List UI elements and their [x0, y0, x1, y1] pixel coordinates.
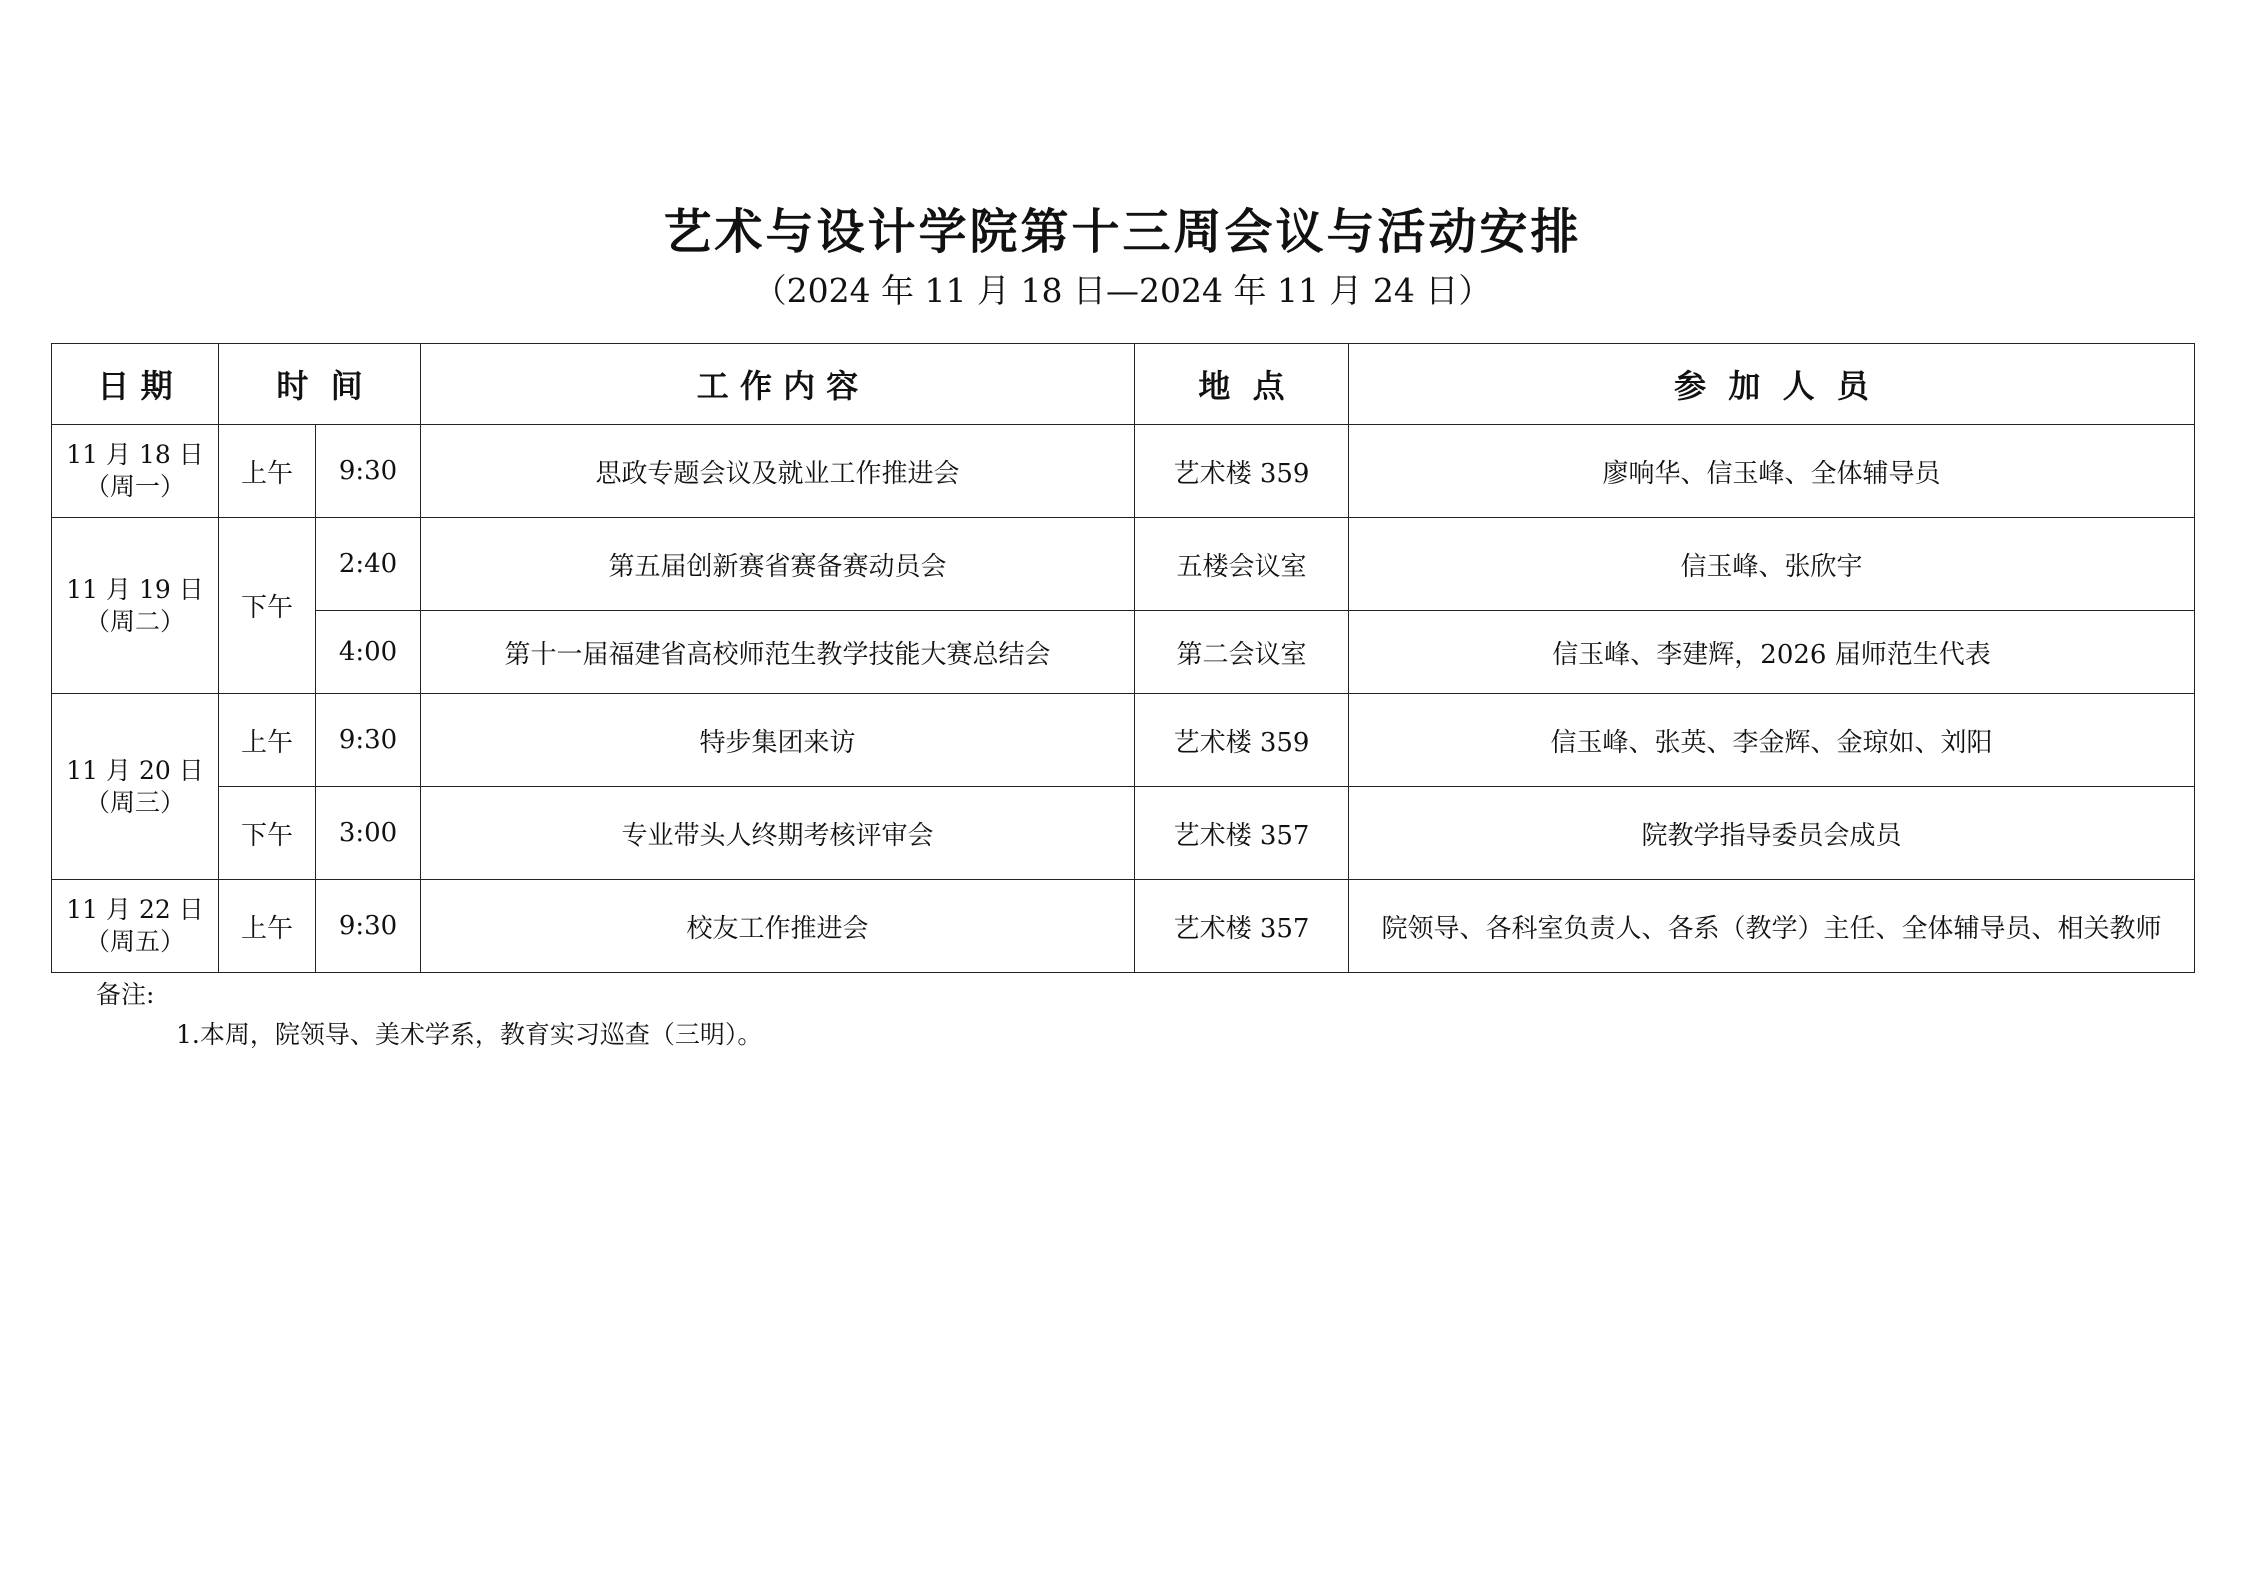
- date-cell: [52, 694, 219, 880]
- header-content: 工 作 内 容: [421, 344, 1135, 425]
- location-cell: 五楼会议室: [1135, 518, 1349, 611]
- period-cell: 上午: [219, 694, 316, 787]
- period-cell: 下午: [219, 518, 316, 694]
- content-cell: 第十一届福建省高校师范生教学技能大赛总结会: [421, 611, 1135, 694]
- location-cell: 第二会议室: [1135, 611, 1349, 694]
- participants-cell: 院教学指导委员会成员: [1349, 787, 2195, 880]
- weekday-text: （周三）: [84, 787, 185, 817]
- table-row: [52, 694, 2195, 787]
- time-cell: 4:00: [316, 611, 421, 694]
- weekday-text: （周二）: [84, 606, 185, 636]
- notes-label: 备注:: [96, 980, 155, 1009]
- header-participants: 参 加 人 员: [1349, 344, 2195, 425]
- date-cell: [52, 425, 219, 518]
- header-time: 时 间: [219, 344, 421, 425]
- date-text: 11 月 18 日: [66, 440, 204, 469]
- date-text: 11 月 22 日: [66, 895, 204, 924]
- content-cell: 专业带头人终期考核评审会: [421, 787, 1135, 880]
- content-cell: 校友工作推进会: [421, 880, 1135, 973]
- time-cell: 9:30: [316, 880, 421, 973]
- date-text: 11 月 19 日: [66, 574, 204, 604]
- participants-cell: 信玉峰、张英、李金辉、金琼如、刘阳: [1349, 694, 2195, 787]
- table-header-row: [52, 344, 2195, 425]
- notes-section: [96, 975, 762, 1055]
- content-cell: 第五届创新赛省赛备赛动员会: [421, 518, 1135, 611]
- date-cell: [52, 880, 219, 973]
- period-cell: 上午: [219, 880, 316, 973]
- time-cell: 3:00: [316, 787, 421, 880]
- date-cell: [52, 518, 219, 694]
- table-row: [52, 787, 2195, 880]
- note-item: 1.本周，院领导、美术学系，教育实习巡查（三明）。: [176, 1020, 763, 1049]
- table-row: [52, 425, 2195, 518]
- header-date: 日 期: [52, 344, 219, 425]
- content-cell: 思政专题会议及就业工作推进会: [421, 425, 1135, 518]
- period-cell: 上午: [219, 425, 316, 518]
- time-cell: 2:40: [316, 518, 421, 611]
- time-cell: 9:30: [316, 694, 421, 787]
- time-cell: 9:30: [316, 425, 421, 518]
- content-cell: 特步集团来访: [421, 694, 1135, 787]
- participants-cell: 信玉峰、李建辉，2026 届师范生代表: [1349, 611, 2195, 694]
- page-title: 艺术与设计学院第十三周会议与活动安排: [663, 204, 1582, 260]
- participants-cell: 院领导、各科室负责人、各系（教学）主任、全体辅导员、相关教师: [1349, 880, 2195, 973]
- date-text: 11 月 20 日: [66, 755, 204, 785]
- schedule-table: [51, 343, 2195, 973]
- period-cell: 下午: [219, 787, 316, 880]
- participants-cell: 信玉峰、张欣宇: [1349, 518, 2195, 611]
- weekday-text: （周一）: [84, 472, 185, 501]
- table-row: [52, 880, 2195, 973]
- table-row: [52, 518, 2195, 611]
- header-location: 地 点: [1135, 344, 1349, 425]
- page-subtitle: （2024 年 11 月 18 日—2024 年 11 月 24 日）: [753, 271, 1492, 310]
- location-cell: 艺术楼 359: [1135, 425, 1349, 518]
- location-cell: 艺术楼 359: [1135, 694, 1349, 787]
- location-cell: 艺术楼 357: [1135, 787, 1349, 880]
- table-row: [52, 611, 2195, 694]
- location-cell: 艺术楼 357: [1135, 880, 1349, 973]
- weekday-text: （周五）: [84, 927, 185, 956]
- participants-cell: 廖响华、信玉峰、全体辅导员: [1349, 425, 2195, 518]
